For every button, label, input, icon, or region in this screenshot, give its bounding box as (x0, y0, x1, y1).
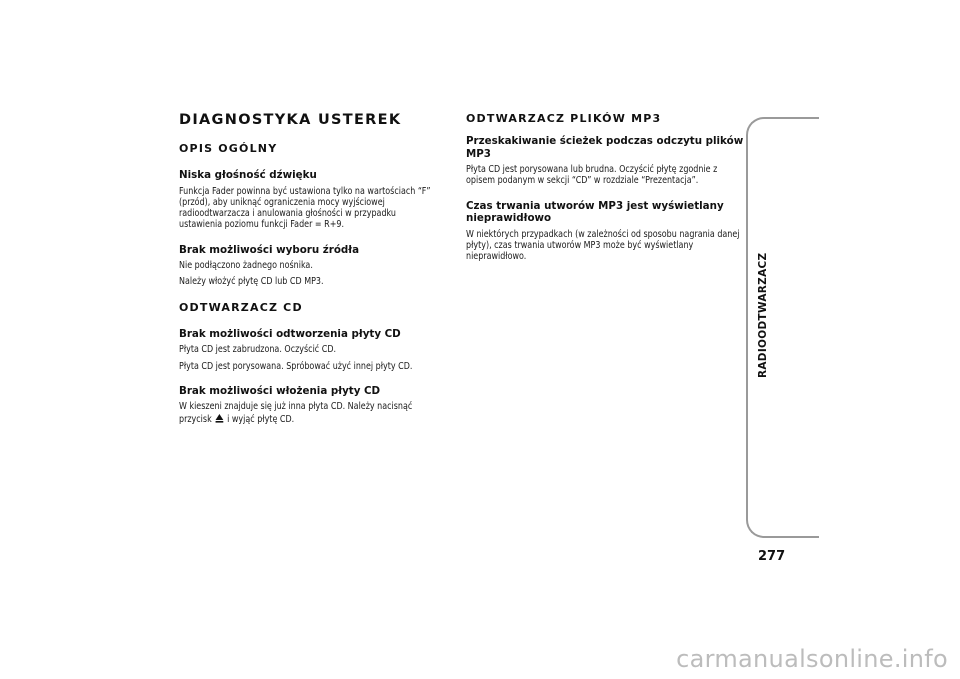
paragraph-before-icon: przycisk (179, 413, 212, 425)
paragraph-cd-in-slot (179, 401, 440, 425)
watermark: carmanualsonline.info (676, 645, 948, 673)
paragraph-insert-cd: Należy włożyć płytę CD lub CD MP3. (179, 276, 324, 288)
item-heading-low-volume: Niska głośność dźwięku (179, 169, 317, 181)
paragraph-after-icon: i wyjąć płytę CD. (227, 413, 295, 425)
section-heading-general: OPIS OGÓLNY (179, 142, 278, 155)
page-number: 277 (758, 549, 786, 564)
paragraph-line-1: W kieszeni znajduje się już inna płyta CD. Należy nacisnąć (179, 401, 413, 413)
paragraph-low-volume: Funkcja Fader powinna być ustawiona tylko na wartościach “F” (przód), aby uniknąć ograniczenia mocy wyjściowej radioodtwarzacza i anulowania głośności w przypadku ustawienia poziomu funkcji Fader = R+9. (179, 185, 431, 231)
item-heading-duration: Czas trwania utworów MP3 jest wyświetlany nieprawidłowo (466, 199, 724, 225)
left-column (179, 112, 441, 430)
paragraph-duration: W niektórych przypadkach (w zależności od sposobu nagrania danej płyty), czas trwania utworów MP3 może być wyświetlany nieprawidłowo. (466, 228, 740, 263)
item-heading-track-skipping: Przeskakiwanie ścieżek podczas odczytu plików MP3 (466, 135, 744, 160)
right-column (466, 112, 746, 267)
paragraph-cd-scratched: Płyta CD jest porysowana. Spróbować użyć innej płyty CD. (179, 360, 413, 372)
paragraph-no-media: Nie podłączono żadnego nośnika. (179, 260, 313, 272)
item-heading-cd-no-play: Brak możliwości odtworzenia płyty CD (179, 327, 401, 340)
section-heading-cd: ODTWARZACZ CD (179, 300, 303, 314)
item-heading-no-source: Brak możliwości wyboru źródła (179, 243, 360, 256)
item-heading-cd-no-insert: Brak możliwości włożenia płyty CD (179, 384, 381, 397)
eject-icon (215, 413, 224, 423)
page-title: DIAGNOSTYKA USTEREK (179, 112, 402, 128)
paragraph-track-skipping: Płyta CD jest porysowana lub brudna. Oczyścić płytę zgodnie z opisem podanym w sekcji “CD” w rozdziale “Prezentacja”. (466, 164, 718, 187)
section-heading-mp3: ODTWARZACZ PLIKÓW MP3 (466, 112, 662, 125)
side-tab-label: RADIOODTWARZACZ (757, 252, 769, 378)
paragraph-cd-dirty: Płyta CD jest zabrudzona. Oczyścić CD. (179, 344, 337, 356)
